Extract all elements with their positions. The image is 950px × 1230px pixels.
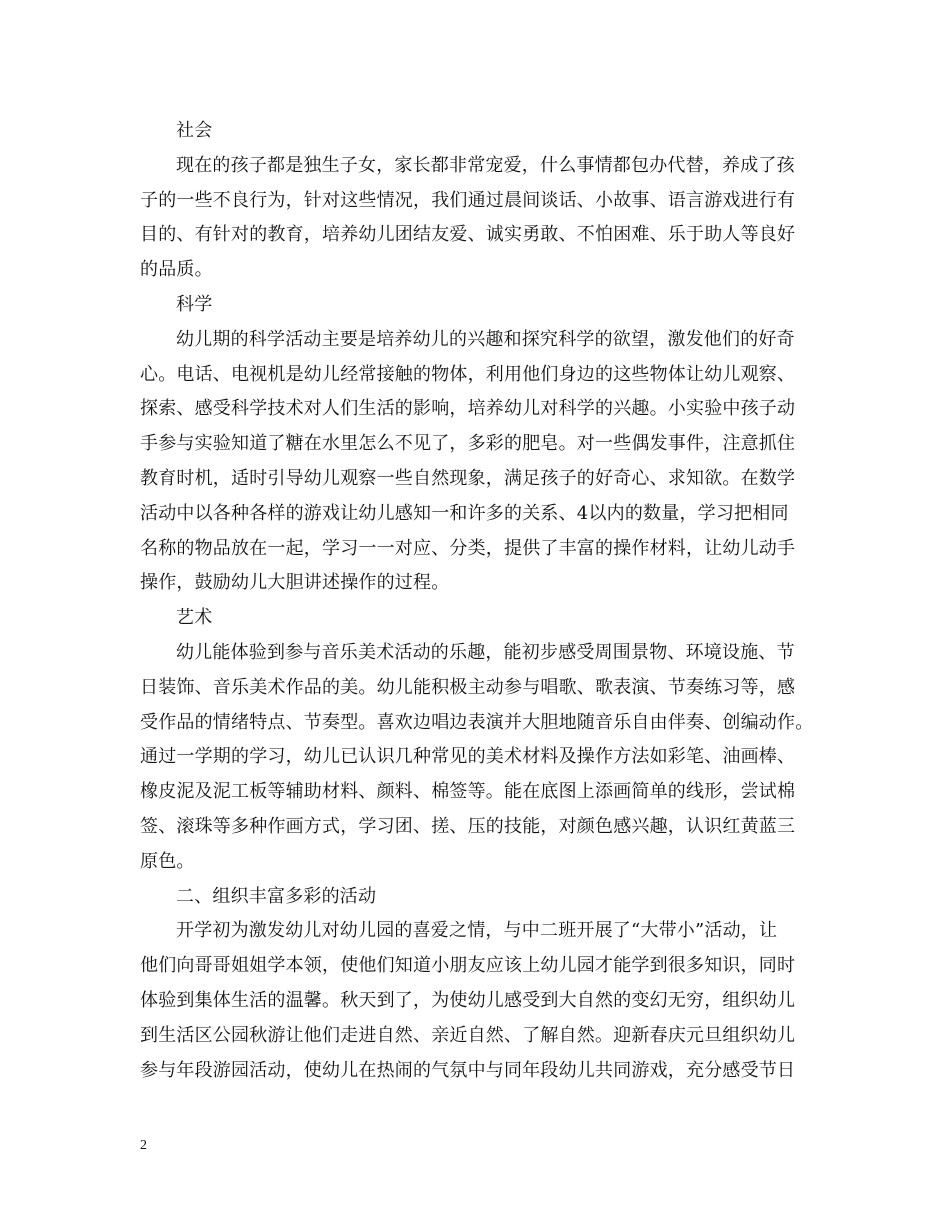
paragraph-line: 心。电话、电视机是幼儿经常接触的物体，利用他们身边的这些物体让幼儿观察、 — [140, 363, 796, 385]
paragraph-line: 操作，鼓励幼儿大胆讲述操作的过程。 — [140, 572, 450, 594]
paragraph-line: 的品质。 — [140, 259, 213, 281]
paragraph-line: 幼儿能体验到参与音乐美术活动的乐趣，能初步感受周围景物、环境设施、节 — [176, 641, 795, 663]
paragraph-line: 到生活区公园秋游让他们走进自然、亲近自然、了解自然。迎新春庆元旦组织幼儿 — [140, 1024, 796, 1046]
paragraph-line: 幼儿期的科学活动主要是培养幼儿的兴趣和探究科学的欲望，激发他们的好奇 — [176, 328, 795, 350]
document-body — [140, 114, 820, 1088]
section-heading-social: 社会 — [176, 120, 213, 141]
page-number: 2 — [140, 1138, 147, 1153]
paragraph-line: 名称的物品放在一起，学习一一对应、分类，提供了丰富的操作材料，让幼儿动手 — [140, 537, 796, 559]
paragraph-line: 日装饰、音乐美术作品的美。幼儿能积极主动参与唱歌、歌表演、节奏练习等，感 — [140, 676, 796, 698]
paragraph-line: 目的、有针对的教育，培养幼儿团结友爱、诚实勇敢、不怕困难、乐于助人等良好 — [140, 224, 796, 246]
paragraph-line: 教育时机，适时引导幼儿观察一些自然现象，满足孩子的好奇心、求知欲。在数学 — [140, 467, 796, 489]
paragraph-line: 原色。 — [140, 850, 195, 872]
section-heading-art: 艺术 — [176, 607, 213, 629]
paragraph-line: 开学初为激发幼儿对幼儿园的喜爱之情，与中二班开展了“大带小”活动，让 — [176, 920, 778, 942]
paragraph-line: 受作品的情绪特点、节奏型。喜欢边唱边表演并大胆地随音乐自由伴奏、创编动作。 — [140, 711, 814, 733]
paragraph-line: 他们向哥哥姐姐学本领，使他们知道小朋友应该上幼儿园才能学到很多知识，同时 — [140, 955, 796, 977]
paragraph-line: 手参与实验知道了糖在水里怎么不见了，多彩的肥皂。对一些偶发事件，注意抓住 — [140, 433, 796, 455]
paragraph-line: 现在的孩子都是独生子女，家长都非常宠爱，什么事情都包办代替，养成了孩 — [176, 154, 795, 176]
paragraph-line: 探索、感受科学技术对人们生活的影响，培养幼儿对科学的兴趣。小实验中孩子动 — [140, 398, 796, 420]
paragraph-line: 参与年段游园活动，使幼儿在热闹的气氛中与同年段幼儿共同游戏，充分感受节日 — [140, 1059, 796, 1081]
section-heading-science: 科学 — [176, 293, 213, 315]
paragraph-line: 签、滚珠等多种作画方式，学习团、搓、压的技能，对颜色感兴趣，认识红黄蓝三 — [140, 815, 796, 837]
paragraph-line: 橡皮泥及泥工板等辅助材料、颜料、棉签等。能在底图上添画简单的线形，尝试棉 — [140, 781, 796, 803]
section-heading-activities: 二、组织丰富多彩的活动 — [176, 885, 377, 907]
paragraph-line: 子的一些不良行为，针对这些情况，我们通过晨间谈话、小故事、语言游戏进行有 — [140, 189, 796, 211]
paragraph-line: 体验到集体生活的温馨。秋天到了，为使幼儿感受到大自然的变幻无穷，组织幼儿 — [140, 989, 796, 1011]
paragraph-line: 通过一学期的学习，幼儿已认识几种常见的美术材料及操作方法如彩笔、油画棒、 — [140, 746, 796, 768]
paragraph-line: 活动中以各种各样的游戏让幼儿感知一和许多的关系、4以内的数量，学习把相同 — [140, 502, 789, 524]
